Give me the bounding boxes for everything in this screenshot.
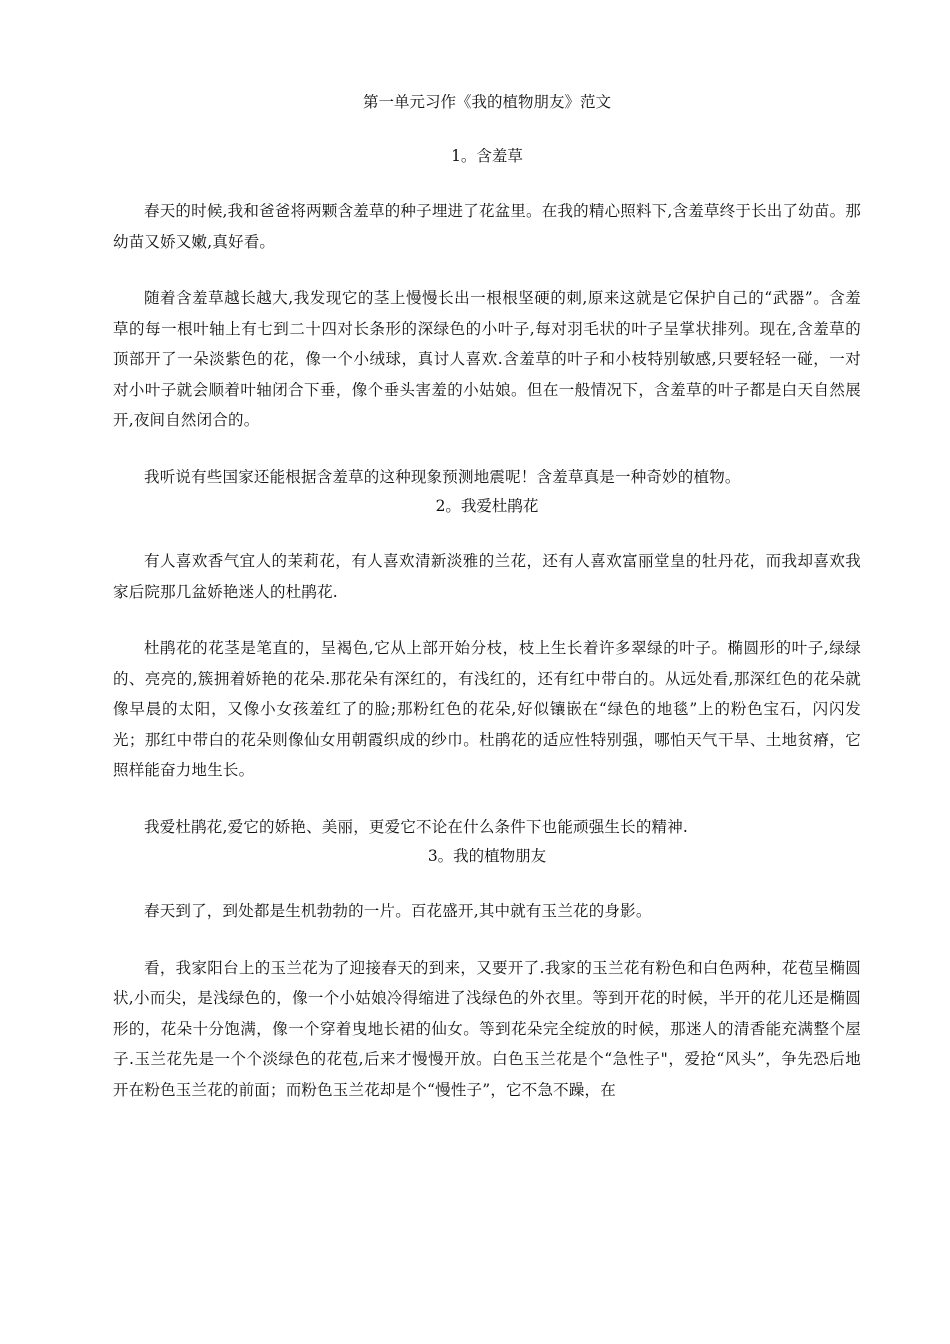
- document-page: [113, 88, 861, 1105]
- section-3: [113, 842, 861, 1105]
- paragraph: 春天的时候,我和爸爸将两颗含羞草的种子埋进了花盆里。在我的精心照料下,含羞草终于长出了幼苗。那幼苗又娇又嫩,真好看。: [113, 202, 861, 251]
- section-heading: 2。我爱杜鹃花: [435, 497, 539, 515]
- section-1: [113, 142, 861, 492]
- paragraph: 看，我家阳台上的玉兰花为了迎接春天的到来，又要开了.我家的玉兰花有粉色和白色两种，花苞呈椭圆状,小而尖，是浅绿色的，像一个小姑娘冷得缩进了浅绿色的外衣里。等到开花的时候，半开的花儿还是椭圆形的，花朵十分饱满，像一个穿着曳地长裙的仙女。等到花朵完全绽放的时候，那迷人的清香能充满整个屋子.玉兰花先是一个个淡绿色的花苞,后来才慢慢开放。白色玉兰花是个“急性子"，爱抢“风头”，争先恐后地开在粉色玉兰花的前面；而粉色玉兰花却是个“慢性子”，它不急不躁，在: [113, 958, 861, 1099]
- paragraph: 我爱杜鹃花,爱它的娇艳、美丽，更爱它不论在什么条件下也能顽强生长的精神.: [144, 817, 689, 836]
- paragraph: 我听说有些国家还能根据含羞草的这种现象预测地震呢！含羞草真是一种奇妙的植物。: [144, 467, 741, 486]
- section-2: [113, 492, 861, 842]
- section-heading: 1。含羞草: [451, 147, 523, 165]
- paragraph: 有人喜欢香气宜人的茉莉花，有人喜欢清新淡雅的兰花，还有人喜欢富丽堂皇的牡丹花，而我却喜欢我家后院那几盆娇艳迷人的杜鹃花.: [113, 552, 861, 601]
- document-title: 第一单元习作《我的植物朋友》范文: [362, 93, 611, 111]
- section-heading: 3。我的植物朋友: [427, 847, 547, 865]
- paragraph: 春天到了，到处都是生机勃勃的一片。百花盛开,其中就有玉兰花的身影。: [144, 902, 652, 920]
- paragraph: 随着含羞草越长越大,我发现它的茎上慢慢长出一根根坚硬的刺,原来这就是它保护自己的“武器”。含羞草的每一根叶轴上有七到二十四对长条形的深绿色的小叶子,每对羽毛状的叶子呈掌状排列。现在,含羞草的顶部开了一朵淡紫色的花，像一个小绒球，真讨人喜欢.含羞草的叶子和小枝特别敏感,只要轻轻一碰，一对对小叶子就会顺着叶轴闭合下垂，像个垂头害羞的小姑娘。但在一般情况下，含羞草的叶子都是白天自然展开,夜间自然闭合的。: [113, 289, 861, 429]
- paragraph: 杜鹃花的花茎是笔直的，呈褐色,它从上部开始分枝，枝上生长着许多翠绿的叶子。椭圆形的叶子,绿绿的、亮亮的,簇拥着娇艳的花朵.那花朵有深红的，有浅红的，还有红中带白的。从远处看,那深红色的花朵就像早晨的太阳，又像小女孩羞红了的脸;那粉红色的花朵,好似镶嵌在“绿色的地毯”上的粉色宝石，闪闪发光；那红中带白的花朵则像仙女用朝霞织成的纱巾。杜鹃花的适应性特别强，哪怕天气干旱、土地贫瘠，它照样能奋力地生长。: [113, 639, 861, 779]
